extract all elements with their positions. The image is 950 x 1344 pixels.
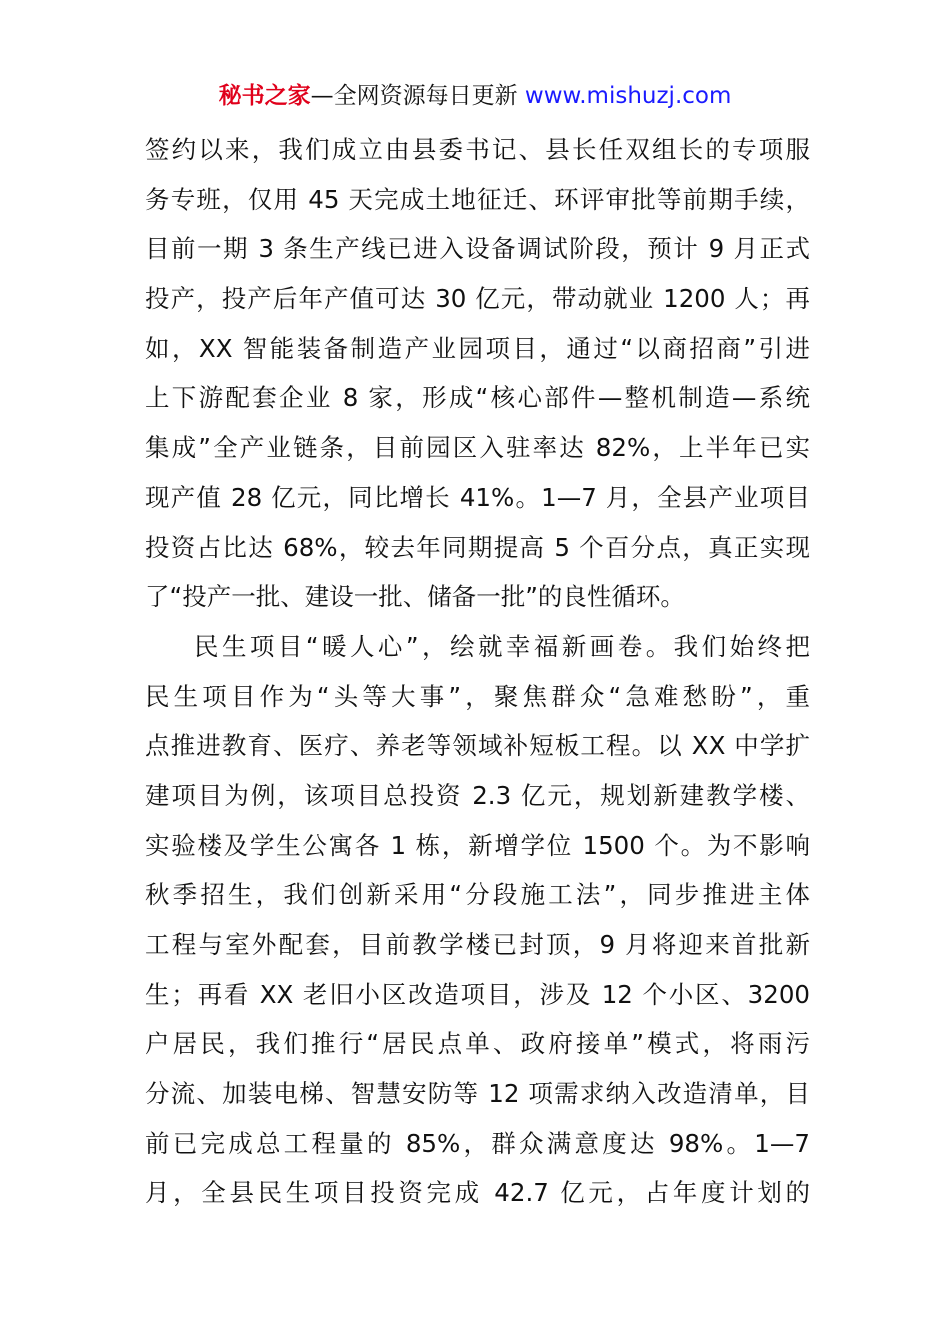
text-line: 月，全县民生项目投资完成 42.7 亿元，占年度计划的 [145, 1178, 810, 1208]
document-body [145, 125, 810, 1218]
text-line: 现产值 28 亿元，同比增长 41%。1—7 月，全县产业项目 [145, 482, 810, 512]
page-header [0, 80, 950, 112]
text-line: 如，XX 智能装备制造产业园项目，通过“以商招商”引进 [145, 333, 810, 363]
brand-name: 秘书之家 [218, 83, 311, 109]
header-slogan: —全网资源每日更新 [310, 83, 525, 109]
site-url-link[interactable]: www.mishuzj.com [524, 83, 732, 109]
text-line: 工程与室外配套，目前教学楼已封顶，9 月将迎来首批新 [145, 930, 810, 959]
text-line: 集成”全产业链条，目前园区入驻率达 82%，上半年已实 [145, 433, 810, 463]
text-line: 投资占比达 68%，较去年同期提高 5 个百分点，真正实现 [145, 532, 810, 562]
paragraph-end-line: 了“投产一批、建设一批、储备一批”的良性循环。 [145, 582, 685, 612]
text-line: 实验楼及学生公寓各 1 栋，新增学位 1500 个。为不影响 [145, 830, 810, 860]
text-line: 前已完成总工程量的 85%，群众满意度达 98%。1—7 [145, 1128, 810, 1158]
text-line: 务专班，仅用 45 天完成土地征迁、环评审批等前期手续， [145, 184, 810, 214]
paragraph-start-line: 民生项目“暖人心”，绘就幸福新画卷。我们始终把 [194, 631, 810, 661]
text-line: 投产，投产后年产值可达 30 亿元，带动就业 1200 人；再 [145, 284, 810, 314]
text-line: 秋季招生，我们创新采用“分段施工法”，同步推进主体 [145, 880, 810, 910]
text-line: 建项目为例，该项目总投资 2.3 亿元，规划新建教学楼、 [145, 780, 810, 810]
text-line: 民生项目作为“头等大事”，聚焦群众“急难愁盼”，重 [145, 681, 810, 711]
text-line: 上下游配套企业 8 家，形成“核心部件—整机制造—系统 [145, 383, 810, 413]
text-line: 目前一期 3 条生产线已进入设备调试阶段，预计 9 月正式 [145, 234, 810, 264]
text-line: 生；再看 XX 老旧小区改造项目，涉及 12 个小区、3200 [145, 979, 810, 1009]
text-line: 户居民，我们推行“居民点单、政府接单”模式，将雨污 [145, 1029, 810, 1059]
text-line: 分流、加装电梯、智慧安防等 12 项需求纳入改造清单，目 [145, 1079, 810, 1109]
text-line: 点推进教育、医疗、养老等领域补短板工程。以 XX 中学扩 [145, 731, 810, 761]
text-line: 签约以来，我们成立由县委书记、县长任双组长的专项服 [145, 135, 810, 164]
